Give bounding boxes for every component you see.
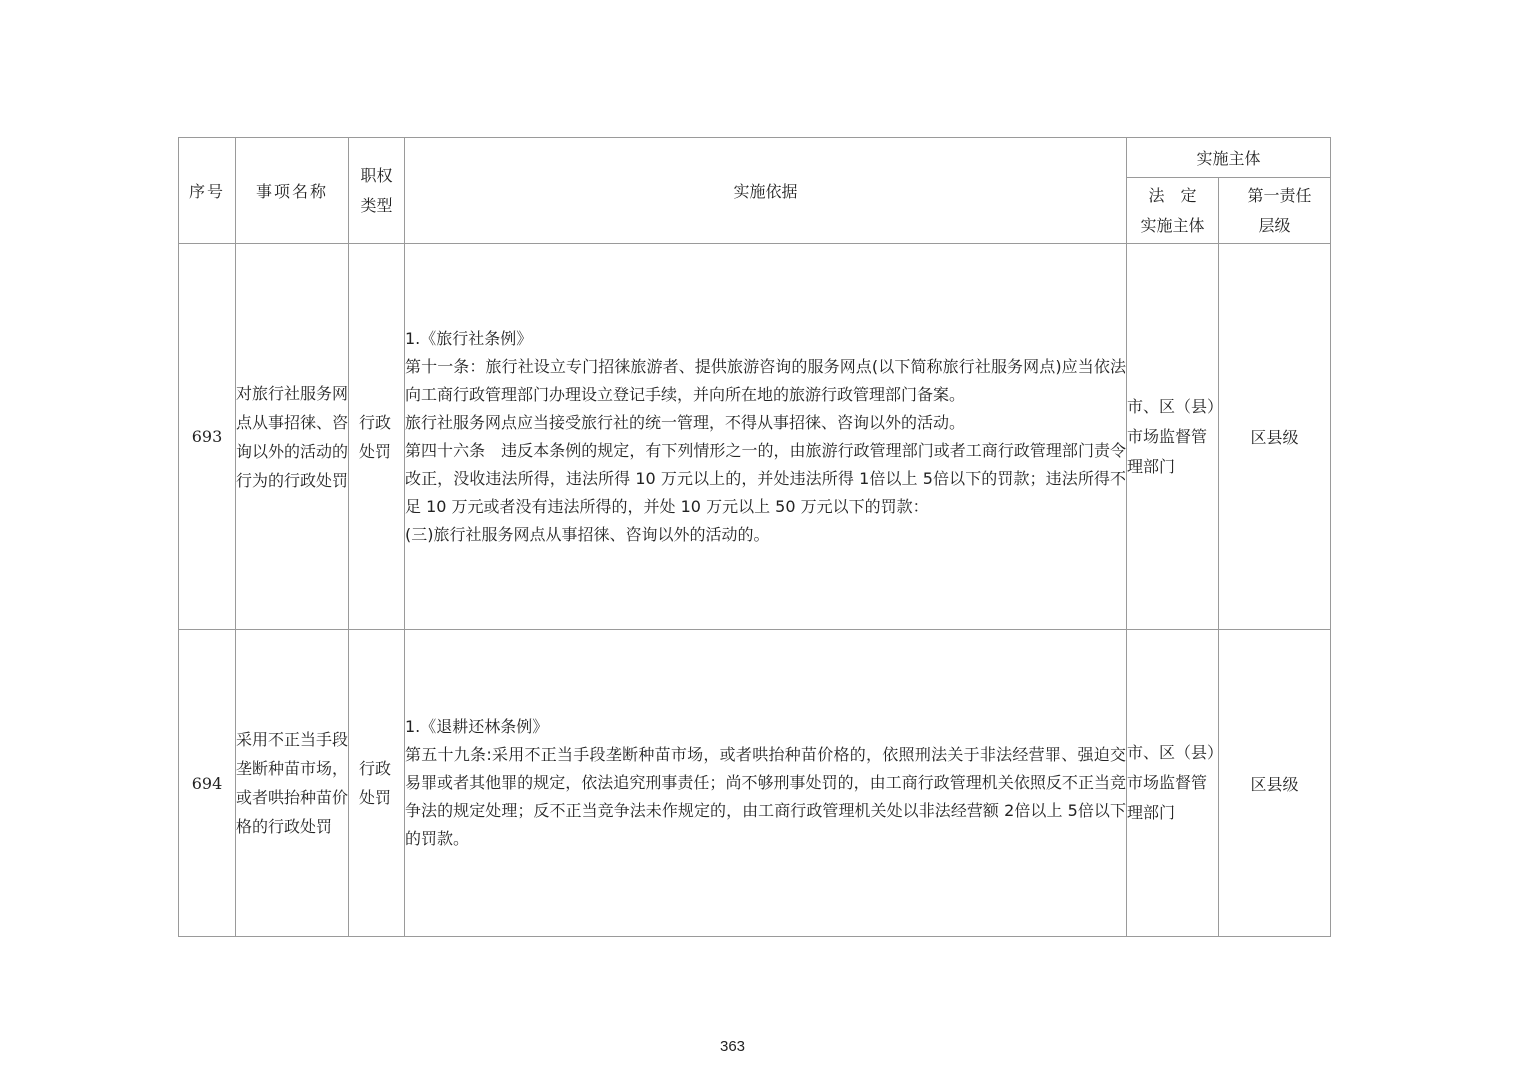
row-item-name: 对旅行社服务网点从事招徕、咨询以外的活动的行为的行政处罚 [236,244,349,630]
row-level: 区县级 [1219,244,1331,630]
page-number: 363 [719,1038,746,1055]
header-subject-group: 实施主体 [1127,138,1331,178]
basis-paragraph: 第四十六条 违反本条例的规定，有下列情形之一的，由旅游行政管理部门或者工商行政管理部门责令改正，没收违法所得，违法所得 10 万元以上的，并处违法所得 1倍以上 5倍以下的罚款；违法所得不足 10 万元或者没有违法所得的，并处 10 万元以上 50 万元以下的罚款： [405,440,1126,516]
header-item-name: 事项名称 [236,138,349,244]
row-seq: 694 [179,630,236,937]
basis-paragraph: 第十一条：旅行社设立专门招徕旅游者、提供旅游咨询的服务网点(以下简称旅行社服务网点)应当依法向工商行政管理部门办理设立登记手续，并向所在地的旅游行政管理部门备案。 [405,356,1126,404]
table-row [179,630,1331,937]
header-basis: 实施依据 [405,138,1127,244]
row-item-name: 采用不正当手段垄断种苗市场，或者哄抬种苗价格的行政处罚 [236,630,349,937]
header-legal-subject-line2: 实施主体 [1140,215,1205,235]
row-seq: 693 [179,244,236,630]
basis-document-title: 1.《退耕还林条例》 [405,717,549,736]
header-level [1219,178,1331,244]
header-power-type-line1: 职权 [360,165,393,185]
table-row [179,244,1331,630]
basis-paragraph: 第五十九条:采用不正当手段垄断种苗市场，或者哄抬种苗价格的，依照刑法关于非法经营罪、强迫交易罪或者其他罪的规定，依法追究刑事责任；尚不够刑事处罚的，由工商行政管理机关依照反不正当竞争法的规定处理；反不正当竞争法未作规定的，由工商行政管理机关处以非法经营额 2倍以上 5倍以下的罚款。 [405,745,1126,848]
row-basis [405,244,1127,630]
row-power-type: 行政处罚 [349,244,405,630]
row-legal-subject: 市、区（县）市场监督管理部门 [1127,630,1219,937]
row-level: 区县级 [1219,630,1331,937]
header-legal-subject-line1: 法 定 [1148,185,1197,205]
header-power-type-line2: 类型 [360,195,393,215]
row-basis [405,630,1127,937]
basis-paragraph: (三)旅行社服务网点从事招徕、咨询以外的活动的。 [405,524,770,544]
row-legal-subject: 市、区（县）市场监督管理部门 [1127,244,1219,630]
header-power-type [349,138,405,244]
header-legal-subject [1127,178,1219,244]
enforcement-items-table [178,137,1331,937]
header-level-line1: 第一责任 [1247,185,1312,205]
header-level-line2: 层级 [1258,215,1291,235]
row-power-type: 行政处罚 [349,630,405,937]
basis-paragraph: 旅行社服务网点应当接受旅行社的统一管理，不得从事招徕、咨询以外的活动。 [405,412,966,432]
header-seq: 序号 [179,138,236,244]
basis-document-title: 1.《旅行社条例》 [405,328,533,348]
